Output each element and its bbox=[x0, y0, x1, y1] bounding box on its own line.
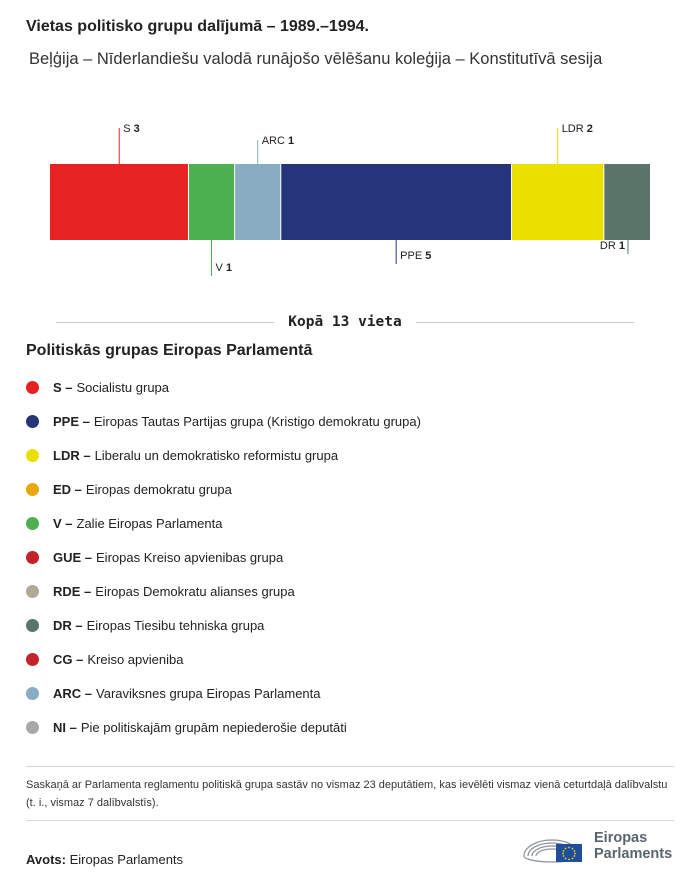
logo-line-2: Parlaments bbox=[594, 846, 673, 862]
logo-line-1: Eiropas bbox=[594, 830, 648, 846]
legend-swatch bbox=[26, 551, 39, 564]
total-divider-left bbox=[56, 322, 274, 323]
legend-name: Liberalu un demokratisko reformistu grupa bbox=[94, 447, 339, 463]
total-seats-label: Kopā 13 vieta bbox=[288, 314, 402, 330]
bar-label-value: 3 bbox=[133, 123, 140, 135]
page-subtitle: Beļģija – Nīderlandiešu valodā runājošo vēlēšanu koleģija – Konstitutīvā sesija bbox=[29, 50, 603, 68]
bar-label-category: ARC bbox=[261, 135, 288, 147]
legend-item bbox=[26, 676, 421, 710]
legend-code: S – bbox=[53, 379, 73, 395]
legend-name: Eiropas Kreiso apvienibas grupa bbox=[96, 549, 284, 565]
bar-label-value: 5 bbox=[425, 250, 432, 262]
legend-swatch bbox=[26, 415, 39, 428]
bar-label-category: PPE bbox=[400, 250, 426, 262]
bar-label-s bbox=[123, 123, 140, 135]
source-line bbox=[26, 852, 183, 867]
legend-title: Politiskās grupas Eiropas Parlamentā bbox=[26, 342, 313, 359]
bar-label-category: V bbox=[215, 262, 226, 274]
bar-label-value: 1 bbox=[287, 135, 295, 147]
ep-logo bbox=[520, 826, 672, 866]
legend-name: Varaviksnes grupa Eiropas Parlamenta bbox=[96, 685, 321, 701]
legend-name: Socialistu grupa bbox=[76, 379, 170, 395]
source-value: Eiropas Parlaments bbox=[69, 852, 184, 867]
bar-segment-dr bbox=[604, 164, 650, 240]
legend-name: Zalie Eiropas Parlamenta bbox=[76, 515, 223, 531]
legend-name: Kreiso apvieniba bbox=[87, 651, 184, 667]
legend-item bbox=[26, 506, 421, 540]
legend-swatch bbox=[26, 517, 39, 530]
bar-segment-ldr bbox=[512, 164, 604, 240]
legend-code: ED – bbox=[53, 481, 82, 497]
footnote: Saskaņā ar Parlamenta reglamentu politiskā grupa sastāv no vismaz 23 deputātiem, kas ievēlēti vismaz vienā ceturtdaļā dalībvalstu (t. i., vismaz 7 dalībvalstīs). bbox=[26, 779, 668, 809]
legend-item bbox=[26, 370, 421, 404]
legend-swatch bbox=[26, 449, 39, 462]
bar-segment-v bbox=[188, 164, 234, 240]
bar-label-ldr bbox=[562, 123, 593, 135]
legend-code: ARC – bbox=[53, 685, 93, 701]
note-divider-bottom bbox=[26, 820, 674, 821]
legend-code: LDR – bbox=[53, 447, 91, 463]
legend-item bbox=[26, 608, 421, 642]
legend-name: Eiropas Demokratu alianses grupa bbox=[95, 583, 295, 599]
legend-code: GUE – bbox=[53, 549, 93, 565]
bar-label-category: DR bbox=[599, 240, 619, 252]
legend-code: RDE – bbox=[53, 583, 92, 599]
legend-item bbox=[26, 540, 421, 574]
legend-swatch bbox=[26, 483, 39, 496]
legend-swatch bbox=[26, 619, 39, 632]
bar-segment-ppe bbox=[281, 164, 512, 240]
note-divider-top bbox=[26, 766, 674, 767]
legend-code: CG – bbox=[53, 651, 84, 667]
legend-code: PPE – bbox=[53, 413, 90, 429]
source-label: Avots: bbox=[26, 852, 66, 867]
bar-label-category: S bbox=[123, 123, 134, 135]
bar-label-category: LDR bbox=[561, 123, 587, 135]
bar-label-arc bbox=[262, 135, 294, 147]
bar-label-value: 1 bbox=[618, 240, 625, 252]
legend-code: DR – bbox=[53, 617, 83, 633]
legend-item bbox=[26, 472, 421, 506]
legend-name: Eiropas Tautas Partijas grupa (Kristigo demokratu grupa) bbox=[93, 413, 421, 429]
legend-list bbox=[26, 370, 421, 744]
parliament-logo-icon bbox=[520, 826, 586, 866]
bar-label-value: 2 bbox=[586, 123, 593, 135]
legend-item bbox=[26, 574, 421, 608]
bar-label-dr bbox=[600, 240, 625, 252]
total-seats-row bbox=[56, 312, 634, 332]
legend-swatch bbox=[26, 687, 39, 700]
logo-wordmark bbox=[594, 830, 672, 862]
total-divider-right bbox=[416, 322, 634, 323]
legend-name: Eiropas Tiesibu tehniska grupa bbox=[86, 617, 265, 633]
legend-item bbox=[26, 404, 421, 438]
legend-item bbox=[26, 438, 421, 472]
stacked-seat-bar-chart bbox=[0, 110, 700, 290]
legend-code: V – bbox=[53, 515, 73, 531]
page-title: Vietas politisko grupu dalījumā – 1989.–1994. bbox=[26, 18, 369, 35]
legend-code: NI – bbox=[53, 719, 77, 735]
bar-segment-arc bbox=[235, 164, 281, 240]
legend-swatch bbox=[26, 381, 39, 394]
bar-label-v bbox=[216, 262, 233, 274]
legend-name: Eiropas demokratu grupa bbox=[85, 481, 232, 497]
bar-label-ppe bbox=[400, 250, 431, 262]
legend-swatch bbox=[26, 653, 39, 666]
bar-label-value: 1 bbox=[225, 262, 233, 274]
legend-swatch bbox=[26, 585, 39, 598]
legend-item bbox=[26, 642, 421, 676]
bar-segment-s bbox=[50, 164, 188, 240]
legend-item bbox=[26, 710, 421, 744]
legend-swatch bbox=[26, 721, 39, 734]
legend-name: Pie politiskajām grupām nepiederošie deputāti bbox=[80, 719, 347, 735]
